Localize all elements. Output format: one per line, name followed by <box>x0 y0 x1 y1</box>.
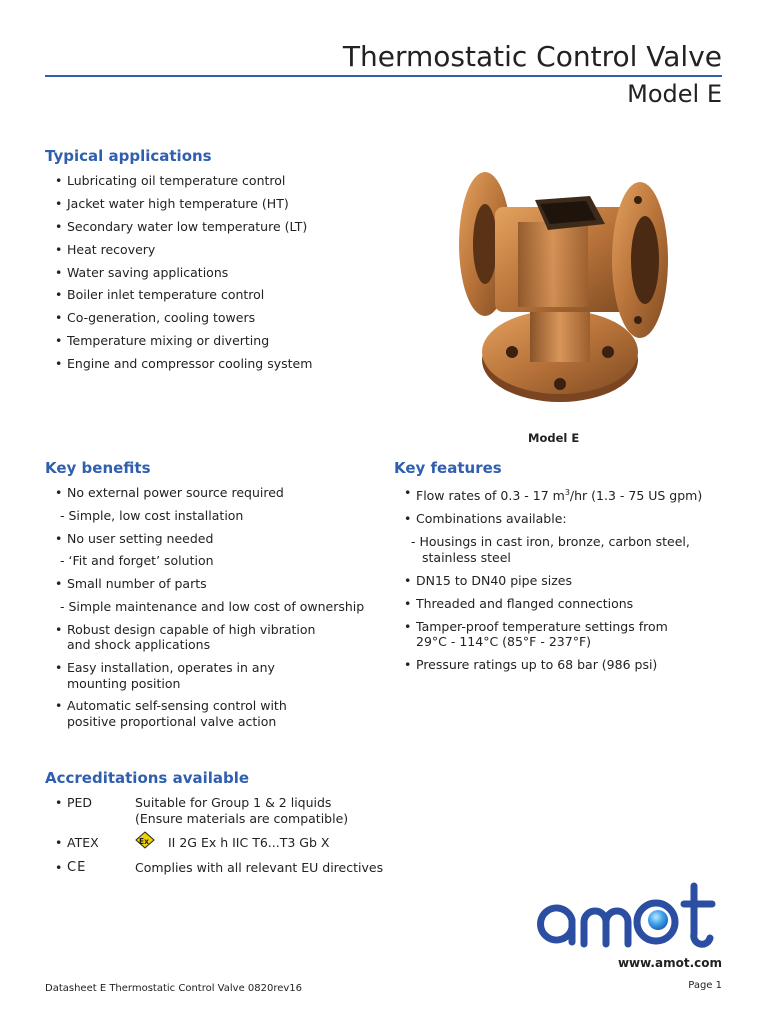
list-item: • Temperature mixing or diverting <box>45 333 375 349</box>
footer-doc-id: Datasheet E Thermostatic Control Valve 0820rev16 <box>45 983 303 994</box>
footer-page-number: Page 1 <box>688 980 722 991</box>
applications-list <box>45 173 375 379</box>
atex-label: ATEX <box>67 835 99 850</box>
list-item: • No user setting needed <box>45 531 375 547</box>
list-subitem: - Simple maintenance and low cost of ownership <box>60 598 365 614</box>
benefits-list <box>45 485 375 737</box>
atex-ex-symbol: Ex <box>139 837 149 846</box>
list-item: • Boiler inlet temperature control <box>45 287 375 303</box>
list-item: • Combinations available: <box>394 511 724 527</box>
ce-mark: CE <box>67 860 87 875</box>
ped-label: PED <box>67 795 93 810</box>
list-item: • DN15 to DN40 pipe sizes <box>394 573 724 589</box>
accreditations-heading: Accreditations available <box>45 769 250 787</box>
image-caption: Model E <box>528 431 580 445</box>
list-item: • Heat recovery <box>45 242 375 258</box>
website-link[interactable]: www.amot.com <box>617 956 722 970</box>
list-item: • Co-generation, cooling towers <box>45 310 375 326</box>
list-item: • Threaded and flanged connections <box>394 596 724 612</box>
list-item: • Lubricating oil temperature control <box>45 173 375 189</box>
list-item: • Easy installation, operates in any mounting position <box>45 660 335 691</box>
page-title: Thermostatic Control Valve <box>342 40 722 73</box>
atex-text: II 2G Ex h IIC T6...T3 Gb X <box>168 835 330 850</box>
benefits-heading: Key benefits <box>45 459 151 477</box>
list-item: • Small number of parts <box>45 576 375 592</box>
list-item: • Water saving applications <box>45 265 375 281</box>
valve-product-image <box>440 152 680 422</box>
list-item: • Jacket water high temperature (HT) <box>45 196 375 212</box>
ped-text-line2: (Ensure materials are compatible) <box>135 810 349 826</box>
features-heading: Key features <box>394 459 502 477</box>
list-item: • Robust design capable of high vibration and shock applications <box>45 622 335 653</box>
list-item: • Engine and compressor cooling system <box>45 356 375 372</box>
header-rule <box>45 75 722 77</box>
amot-logo <box>536 878 724 948</box>
list-subitem: - Simple, low cost installation <box>60 507 244 523</box>
list-item: • Automatic self-sensing control with positive proportional valve action <box>45 698 335 729</box>
list-subitem: - ‘Fit and forget’ solution <box>60 553 214 569</box>
features-list <box>394 485 724 680</box>
ce-text: Complies with all relevant EU directives <box>135 860 384 875</box>
page-subtitle: Model E <box>627 80 722 108</box>
list-item: • Pressure ratings up to 68 bar (986 psi) <box>394 657 724 673</box>
list-item: • Secondary water low temperature (LT) <box>45 219 375 235</box>
list-item: • Flow rates of 0.3 - 17 $m^3/hr$ (1.3 - 75 US gpm) <box>394 485 724 504</box>
ped-text-line1: Suitable for Group 1 & 2 liquids <box>135 795 332 810</box>
applications-heading: Typical applications <box>45 147 212 165</box>
list-subitem: - Housings in cast iron, bronze, carbon steel, stainless steel <box>411 534 690 565</box>
list-item: • No external power source required <box>45 485 375 501</box>
list-item: • Tamper-proof temperature settings from 29°C - 114°C (85°F - 237°F) <box>394 619 696 650</box>
